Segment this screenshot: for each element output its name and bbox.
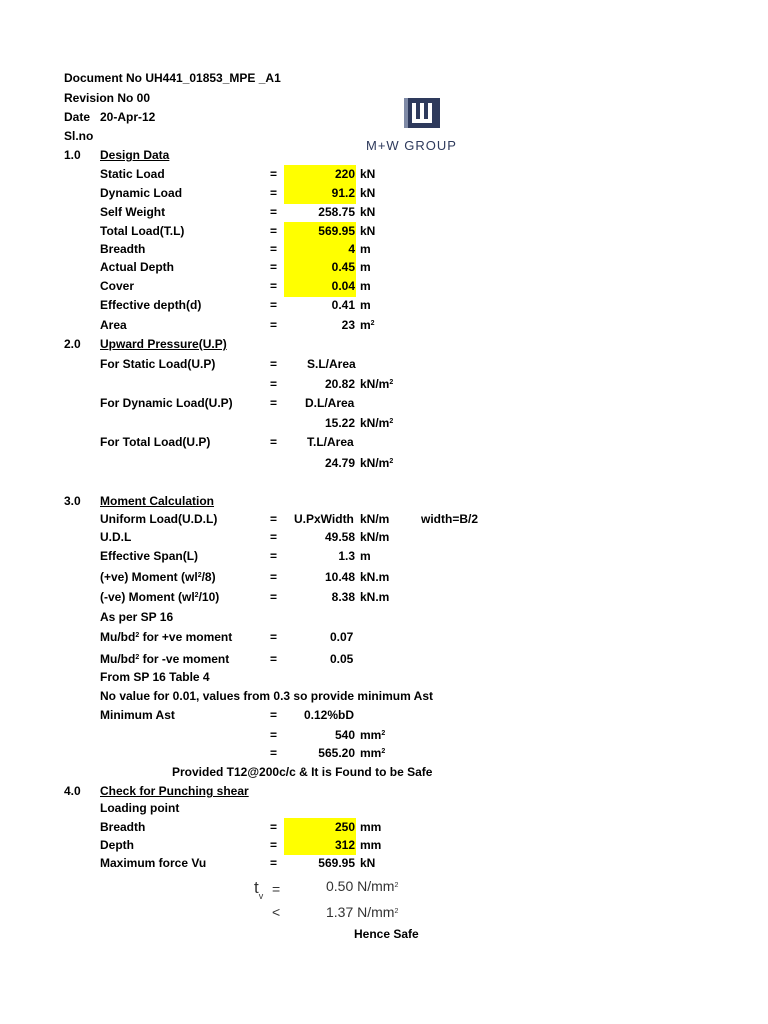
negative-moment-value: 8.38 [331, 590, 355, 604]
row-label: Self Weight [100, 205, 166, 219]
table4-note: From SP 16 Table 4 [100, 670, 210, 684]
udl2-value: 49.58 [324, 530, 355, 544]
provided-reinforcement-note: Provided T12@200c/c & It is Found to be Safe [172, 765, 433, 779]
hence-safe-result: Hence Safe [354, 927, 419, 941]
row-value: 0.45 [331, 260, 355, 274]
ast-unit-1: $mm^2$ [360, 728, 386, 742]
equals-sign: = [270, 435, 278, 449]
row-unit: m [360, 260, 371, 274]
section-number: 3.0 [64, 494, 81, 508]
total-up-value: 24.79 [324, 456, 355, 470]
section-title-moment-calculation: Moment Calculation [100, 494, 215, 508]
equals-sign: = [270, 630, 278, 644]
span-unit: m [360, 549, 371, 563]
maximum-force-value: 569.95 [318, 856, 355, 870]
equals-sign: = [270, 512, 278, 526]
ast-value-2: 565.20 [318, 746, 355, 760]
row-label: Dynamic Load [100, 186, 183, 200]
maximum-force-label: Maximum force Vu [100, 856, 207, 870]
mu-negative-label: $Mu/bd^2$ for -ve moment [100, 652, 230, 666]
equals-sign: = [270, 205, 278, 219]
equals-sign: = [270, 318, 278, 332]
row-label: Actual Depth [100, 260, 175, 274]
sp16-note: As per SP 16 [100, 610, 174, 624]
row-unit: kN [360, 224, 376, 238]
row-label: Total Load(T.L) [100, 224, 185, 238]
date-value: 20-Apr-12 [100, 110, 156, 124]
revision-number: Revision No 00 [64, 91, 151, 105]
equals-sign: = [270, 167, 278, 181]
section-number: 4.0 [64, 784, 81, 798]
positive-moment-label: (+ve) Moment $(wl^2/8)$ [100, 570, 216, 584]
company-logo-icon [404, 98, 440, 128]
section-title-punching-shear: Check for Punching shear [100, 784, 249, 798]
dynamic-up-unit: $kN/m^2$ [360, 416, 394, 430]
udl2-unit: kN/m [360, 530, 390, 544]
static-up-unit: $kN/m^2$ [360, 377, 394, 391]
row-value: 23 [341, 318, 355, 332]
equals-sign: = [270, 838, 278, 852]
row-value: 569.95 [318, 224, 355, 238]
equals-sign: = [270, 728, 278, 742]
udl-unit: kN/m [360, 512, 390, 526]
less-than-sign: < [272, 904, 281, 920]
row-label: Area [100, 318, 127, 332]
negative-moment-label: (-ve) Moment $(wl^2/10)$ [100, 590, 220, 604]
minimum-ast-formula: 0.12%bD [304, 708, 355, 722]
equals-sign: = [270, 708, 278, 722]
positive-moment-value: 10.48 [324, 570, 355, 584]
row-label: Cover [100, 279, 135, 293]
mu-negative-value: 0.05 [330, 652, 354, 666]
positive-moment-unit: kN.m [360, 570, 390, 584]
udl-note: width=B/2 [421, 512, 479, 526]
loading-breadth-label: Breadth [100, 820, 146, 834]
equals-sign: = [270, 652, 278, 666]
udl-label: Uniform Load(U.D.L) [100, 512, 218, 526]
equals-sign: = [270, 590, 278, 604]
total-up-label: For Total Load(U.P) [100, 435, 211, 449]
row-value: 91.2 [331, 186, 355, 200]
maximum-force-unit: kN [360, 856, 376, 870]
row-value: 0.04 [331, 279, 355, 293]
total-up-formula: T.L/Area [307, 435, 354, 449]
equals-sign: = [270, 357, 278, 371]
equals-sign: = [270, 549, 278, 563]
static-up-formula: S.L/Area [307, 357, 356, 371]
dynamic-up-value: 15.22 [324, 416, 355, 430]
equals-sign: = [270, 186, 278, 200]
row-label: Static Load [100, 167, 165, 181]
loading-breadth-unit: mm [360, 820, 382, 834]
row-unit: kN [360, 186, 376, 200]
row-unit: kN [360, 205, 376, 219]
row-unit: m [360, 242, 371, 256]
tau-equals: = [272, 881, 281, 897]
section-number: 2.0 [64, 337, 81, 351]
ast-value-1: 540 [334, 728, 355, 742]
dynamic-up-formula: D.L/Area [305, 396, 355, 410]
permissible-shear-value: 1.37 $N/mm^2$ [326, 904, 399, 920]
section-title-design-data: Design Data [100, 148, 170, 162]
tau-symbol: $t_v$ [254, 878, 264, 901]
loading-depth-label: Depth [100, 838, 134, 852]
equals-sign: = [270, 820, 278, 834]
mu-positive-label: $Mu/bd^2$ for +ve moment [100, 630, 233, 644]
mu-positive-value: 0.07 [330, 630, 354, 644]
row-value: 220 [334, 167, 355, 181]
slno-label: Sl.no [64, 129, 94, 143]
row-unit: $m^2$ [360, 318, 375, 332]
row-value: 0.41 [331, 298, 355, 312]
equals-sign: = [270, 279, 278, 293]
negative-moment-unit: kN.m [360, 590, 390, 604]
equals-sign: = [270, 856, 278, 870]
document-number: Document No UH441_01853_MPE _A1 [64, 71, 281, 85]
span-value: 1.3 [338, 549, 355, 563]
equals-sign: = [270, 746, 278, 760]
row-unit: kN [360, 167, 376, 181]
minimum-ast-label: Minimum Ast [100, 708, 175, 722]
equals-sign: = [270, 570, 278, 584]
static-up-label: For Static Load(U.P) [100, 357, 216, 371]
no-value-note: No value for 0.01, values from 0.3 so provide minimum Ast [100, 689, 433, 703]
section-title-upward-pressure: Upward Pressure(U.P) [100, 337, 227, 351]
loading-point-label: Loading point [100, 801, 180, 815]
equals-sign: = [270, 242, 278, 256]
row-unit: m [360, 279, 371, 293]
total-up-unit: $kN/m^2$ [360, 456, 394, 470]
equals-sign: = [270, 224, 278, 238]
row-unit: m [360, 298, 371, 312]
loading-depth-unit: mm [360, 838, 382, 852]
loading-depth-value: 312 [334, 838, 355, 852]
row-label: Effective depth(d) [100, 298, 202, 312]
equals-sign: = [270, 396, 278, 410]
date-label: Date [64, 110, 91, 124]
shear-stress-value: 0.50 $N/mm^2$ [326, 878, 399, 894]
section-number: 1.0 [64, 148, 81, 162]
row-value: 4 [348, 242, 355, 256]
company-logo-text: M+W GROUP [366, 138, 457, 153]
static-up-value: 20.82 [324, 377, 355, 391]
dynamic-up-label: For Dynamic Load(U.P) [100, 396, 233, 410]
loading-breadth-value: 250 [334, 820, 355, 834]
equals-sign: = [270, 530, 278, 544]
equals-sign: = [270, 298, 278, 312]
udl2-label: U.D.L [100, 530, 132, 544]
span-label: Effective Span(L) [100, 549, 199, 563]
udl-formula: U.PxWidth [294, 512, 354, 526]
row-label: Breadth [100, 242, 146, 256]
ast-unit-2: $mm^2$ [360, 746, 386, 760]
equals-sign: = [270, 377, 278, 391]
equals-sign: = [270, 260, 278, 274]
row-value: 258.75 [318, 205, 355, 219]
